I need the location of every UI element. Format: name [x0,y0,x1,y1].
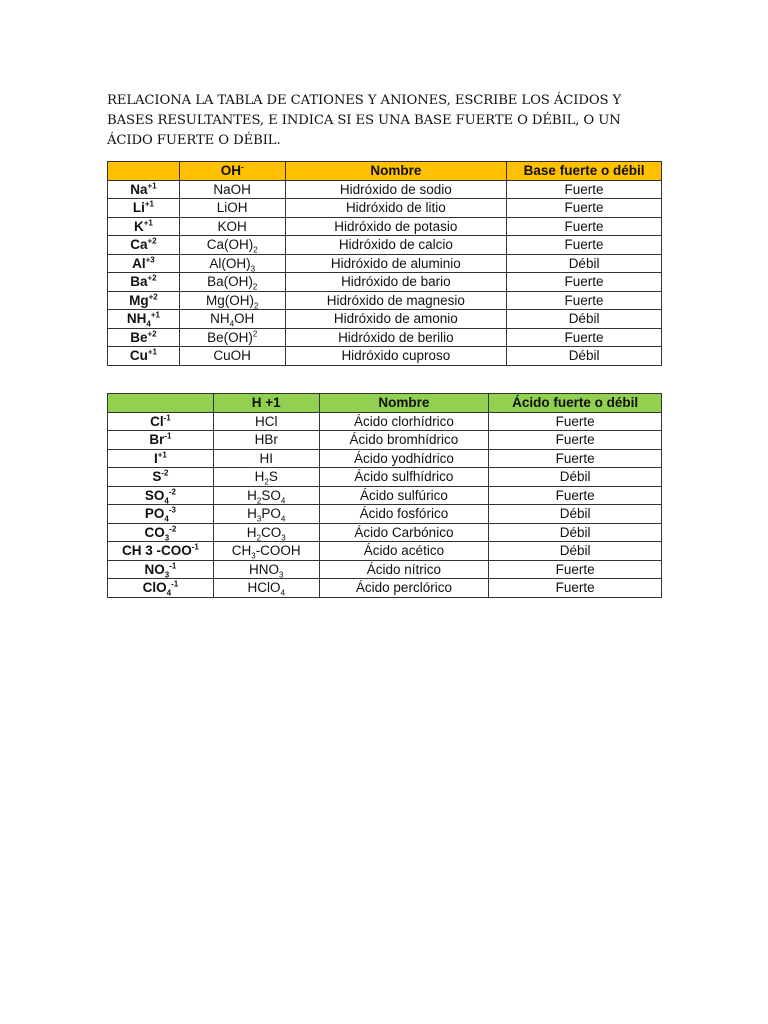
name-cell: Hidróxido de litio [285,199,507,218]
ion-cell: $CO_3^{-2}$ [108,523,214,542]
table-row [108,468,662,487]
formula-cell: LiOH [179,199,285,218]
formula-cell: $Mg(OH)_2$ [179,291,285,310]
strength-cell: Fuerte [489,486,662,505]
formula-cell: HClO$_4$ [213,579,319,598]
table-row [108,217,662,236]
name-cell: Ácido sulfúrico [319,486,489,505]
ion-cell: $Na^{+1}$ [108,180,180,199]
ion-cell: $SO_4^{-2}$ [108,486,214,505]
formula-cell: HCl [213,412,319,431]
header-base-strength: Base fuerte o débil [507,162,662,181]
strength-cell: Fuerte [507,273,662,292]
formula-cell: CuOH [179,347,285,366]
formula-cell: $CH_3$-COOH [213,542,319,561]
formula-cell: $H_2S$ [213,468,319,487]
table-row [108,449,662,468]
name-cell: Hidróxido de berilio [285,328,507,347]
table-row [108,523,662,542]
header-nombre: Nombre [319,394,489,413]
header-oh: OH- [179,162,285,181]
name-cell: Ácido sulfhídrico [319,468,489,487]
strength-cell: Débil [489,468,662,487]
ion-cell: $NO_3^{-1}$ [108,560,214,579]
name-cell: Ácido clorhídrico [319,412,489,431]
formula-cell: $HNO_3$ [213,560,319,579]
table-row [108,199,662,218]
table-row [108,328,662,347]
table-row [108,236,662,255]
name-cell: Ácido nítrico [319,560,489,579]
name-cell: Ácido bromhídrico [319,431,489,450]
name-cell: Ácido fosfórico [319,505,489,524]
name-cell: Hidróxido de magnesio [285,291,507,310]
header-h: H +1 [213,394,319,413]
table-row [108,486,662,505]
name-cell: Ácido perclórico [319,579,489,598]
name-cell: Hidróxido de aluminio [285,254,507,273]
name-cell: Hidróxido de sodio [285,180,507,199]
formula-cell: $H_2SO_4$ [213,486,319,505]
strength-cell: Débil [489,505,662,524]
strength-cell: Fuerte [507,199,662,218]
name-cell: Hidróxido de potasio [285,217,507,236]
formula-cell: Be(OH)$^2$ [179,328,285,347]
name-cell: Ácido yodhídrico [319,449,489,468]
strength-cell: Fuerte [507,328,662,347]
bases-table [107,161,662,366]
table-row [108,560,662,579]
table-row [108,254,662,273]
acids-header-row [108,394,662,413]
bases-header-row [108,162,662,181]
formula-cell: $Al(OH)_3$ [179,254,285,273]
ion-cell: $NH_4^{+1}$ [108,310,180,329]
name-cell: Hidróxido de bario [285,273,507,292]
strength-cell: Débil [489,523,662,542]
ion-cell: $PO_4^{-3}$ [108,505,214,524]
ion-cell: CH 3 $-COO^{-1}$ [108,542,214,561]
strength-cell: Fuerte [507,236,662,255]
strength-cell: Fuerte [489,431,662,450]
formula-cell: $Ba(OH)_2$ [179,273,285,292]
table-row [108,347,662,366]
instructions-paragraph: RELACIONA LA TABLA DE CATIONES Y ANIONES, ESCRIBE LOS ÁCIDOS Y BASES RESULTANTES, E INDICA SI ES UNA BASE FUERTE O DÉBIL, O UN ÁCIDO FUERTE O DÉBIL. [107,93,622,148]
acids-table [107,393,662,598]
table-row [108,412,662,431]
name-cell: Hidróxido de amonio [285,310,507,329]
ion-cell: $Br^{-1}$ [108,431,214,450]
header-anion [108,394,214,413]
strength-cell: Débil [507,310,662,329]
strength-cell: Fuerte [489,579,662,598]
ion-cell: $S^{-2}$ [108,468,214,487]
strength-cell: Débil [489,542,662,561]
name-cell: Hidróxido de calcio [285,236,507,255]
formula-cell: $Ca(OH)_2$ [179,236,285,255]
ion-cell: $K^{+1}$ [108,217,180,236]
table-row [108,273,662,292]
name-cell: Ácido Carbónico [319,523,489,542]
ion-cell: $Al^{+3}$ [108,254,180,273]
strength-cell: Débil [507,347,662,366]
ion-cell: $Li^{+1}$ [108,199,180,218]
ion-cell: $Cu^{+1}$ [108,347,180,366]
formula-cell: HBr [213,431,319,450]
formula-cell: NaOH [179,180,285,199]
ion-cell: $Cl^{-1}$ [108,412,214,431]
ion-cell: $I^{+1}$ [108,449,214,468]
ion-cell: $Ca^{+2}$ [108,236,180,255]
strength-cell: Débil [507,254,662,273]
header-cation [108,162,180,181]
ion-cell: $Ba^{+2}$ [108,273,180,292]
formula-cell: HI [213,449,319,468]
strength-cell: Fuerte [507,291,662,310]
strength-cell: Fuerte [489,449,662,468]
formula-cell: $NH_4OH$ [179,310,285,329]
name-cell: Ácido acético [319,542,489,561]
header-nombre: Nombre [285,162,507,181]
table-row [108,542,662,561]
strength-cell: Fuerte [489,560,662,579]
strength-cell: Fuerte [489,412,662,431]
formula-cell: $H_3PO_4$ [213,505,319,524]
strength-cell: Fuerte [507,217,662,236]
name-cell: Hidróxido cuproso [285,347,507,366]
table-row [108,291,662,310]
header-acid-strength: Ácido fuerte o débil [489,394,662,413]
ion-cell: $Be^{+2}$ [108,328,180,347]
table-row [108,579,662,598]
table-row [108,310,662,329]
ion-cell: $Mg^{+2}$ [108,291,180,310]
table-row [108,431,662,450]
table-row [108,180,662,199]
ion-cell: ClO$_4^{-1}$ [108,579,214,598]
strength-cell: Fuerte [507,180,662,199]
table-row [108,505,662,524]
formula-cell: $H_2CO_3$ [213,523,319,542]
formula-cell: KOH [179,217,285,236]
